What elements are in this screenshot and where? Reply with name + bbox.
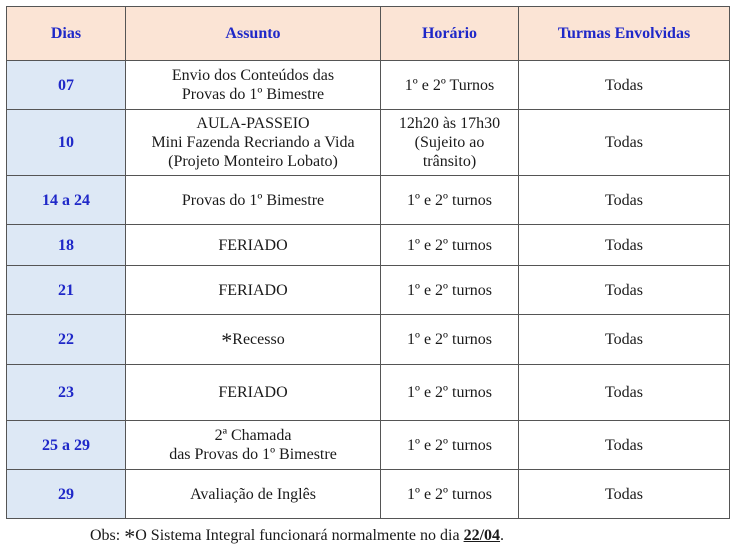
cell-assunto <box>126 110 381 176</box>
header-horario: Horário <box>381 7 519 61</box>
assunto-line: Avaliação de Inglês <box>190 485 316 503</box>
horario-line: 1º e 2º Turnos <box>404 76 495 94</box>
cell-horario <box>381 421 519 470</box>
horario-line: 1º e 2º turnos <box>406 436 493 454</box>
assunto-line: Mini Fazenda Recriando a Vida <box>151 134 355 151</box>
cell-dia: 21 <box>7 266 126 315</box>
table-row <box>7 470 730 519</box>
horario-line: 1º e 2º turnos <box>406 485 493 503</box>
assunto-line: Recesso <box>232 330 285 348</box>
cell-horario <box>381 176 519 225</box>
horario-line: 1º e 2º turnos <box>406 236 493 254</box>
assunto-line: FERIADO <box>218 281 288 299</box>
cell-dia: 07 <box>7 61 126 110</box>
cell-dia: 23 <box>7 365 126 421</box>
table-row <box>7 110 730 176</box>
cell-turmas: Todas <box>519 176 730 225</box>
assunto-line: 2ª Chamada <box>214 427 292 444</box>
cell-assunto <box>126 315 381 365</box>
table-row <box>7 365 730 421</box>
footnote-prefix: Obs: <box>90 527 125 544</box>
cell-assunto <box>126 61 381 110</box>
asterisk-mark: * <box>124 524 136 549</box>
cell-dia: 14 a 24 <box>7 176 126 225</box>
horario-line: 1º e 2º turnos <box>406 331 493 348</box>
cell-turmas: Todas <box>519 266 730 315</box>
assunto-line: FERIADO <box>218 384 288 401</box>
cell-assunto <box>126 421 381 470</box>
table-row <box>7 315 730 365</box>
cell-turmas: Todas <box>519 421 730 470</box>
schedule-table <box>6 6 730 519</box>
assunto-line: (Projeto Monteiro Lobato) <box>168 153 338 170</box>
assunto-line: Provas do 1º Bimestre <box>181 191 325 209</box>
table-row <box>7 176 730 225</box>
horario-line: 1º e 2º turnos <box>406 191 493 209</box>
assunto-line: FERIADO <box>218 236 288 254</box>
cell-dia: 25 a 29 <box>7 421 126 470</box>
cell-dia: 22 <box>7 315 126 365</box>
cell-turmas: Todas <box>519 315 730 365</box>
header-assunto: Assunto <box>126 7 381 61</box>
cell-horario <box>381 315 519 365</box>
cell-horario <box>381 470 519 519</box>
assunto-line: Provas do 1º Bimestre <box>181 86 325 103</box>
horario-line: 12h20 às 17h30 <box>398 115 501 132</box>
cell-horario <box>381 266 519 315</box>
table-row <box>7 225 730 266</box>
cell-turmas: Todas <box>519 365 730 421</box>
cell-horario <box>381 110 519 176</box>
cell-turmas: Todas <box>519 470 730 519</box>
horario-line: (Sujeito ao <box>414 134 485 151</box>
cell-turmas: Todas <box>519 61 730 110</box>
footnote-suffix: . <box>500 527 505 544</box>
horario-line: 1º e 2º turnos <box>406 281 493 299</box>
cell-assunto <box>126 176 381 225</box>
cell-dia: 10 <box>7 110 126 176</box>
header-dias: Dias <box>7 7 126 61</box>
cell-assunto <box>126 365 381 421</box>
cell-turmas: Todas <box>519 110 730 176</box>
footnote-date: 22/04 <box>463 527 501 544</box>
assunto-line: AULA-PASSEIO <box>196 115 310 132</box>
horario-line: 1º e 2º turnos <box>406 384 493 401</box>
cell-assunto <box>126 470 381 519</box>
table-row <box>7 61 730 110</box>
table-row <box>7 266 730 315</box>
cell-turmas: Todas <box>519 225 730 266</box>
assunto-line: Envio dos Conteúdos das <box>171 67 335 84</box>
cell-dia: 29 <box>7 470 126 519</box>
table-row <box>7 421 730 470</box>
footnote <box>90 524 505 549</box>
horario-line: trânsito) <box>422 153 477 170</box>
header-row <box>7 7 730 61</box>
cell-dia: 18 <box>7 225 126 266</box>
header-turmas: Turmas Envolvidas <box>519 7 730 61</box>
asterisk-mark: * <box>221 327 233 353</box>
cell-assunto <box>126 266 381 315</box>
cell-horario <box>381 365 519 421</box>
cell-horario <box>381 61 519 110</box>
footnote-text: O Sistema Integral funcionará normalmente no dia <box>135 527 464 544</box>
assunto-line: das Provas do 1º Bimestre <box>169 446 337 463</box>
cell-assunto <box>126 225 381 266</box>
cell-horario <box>381 225 519 266</box>
